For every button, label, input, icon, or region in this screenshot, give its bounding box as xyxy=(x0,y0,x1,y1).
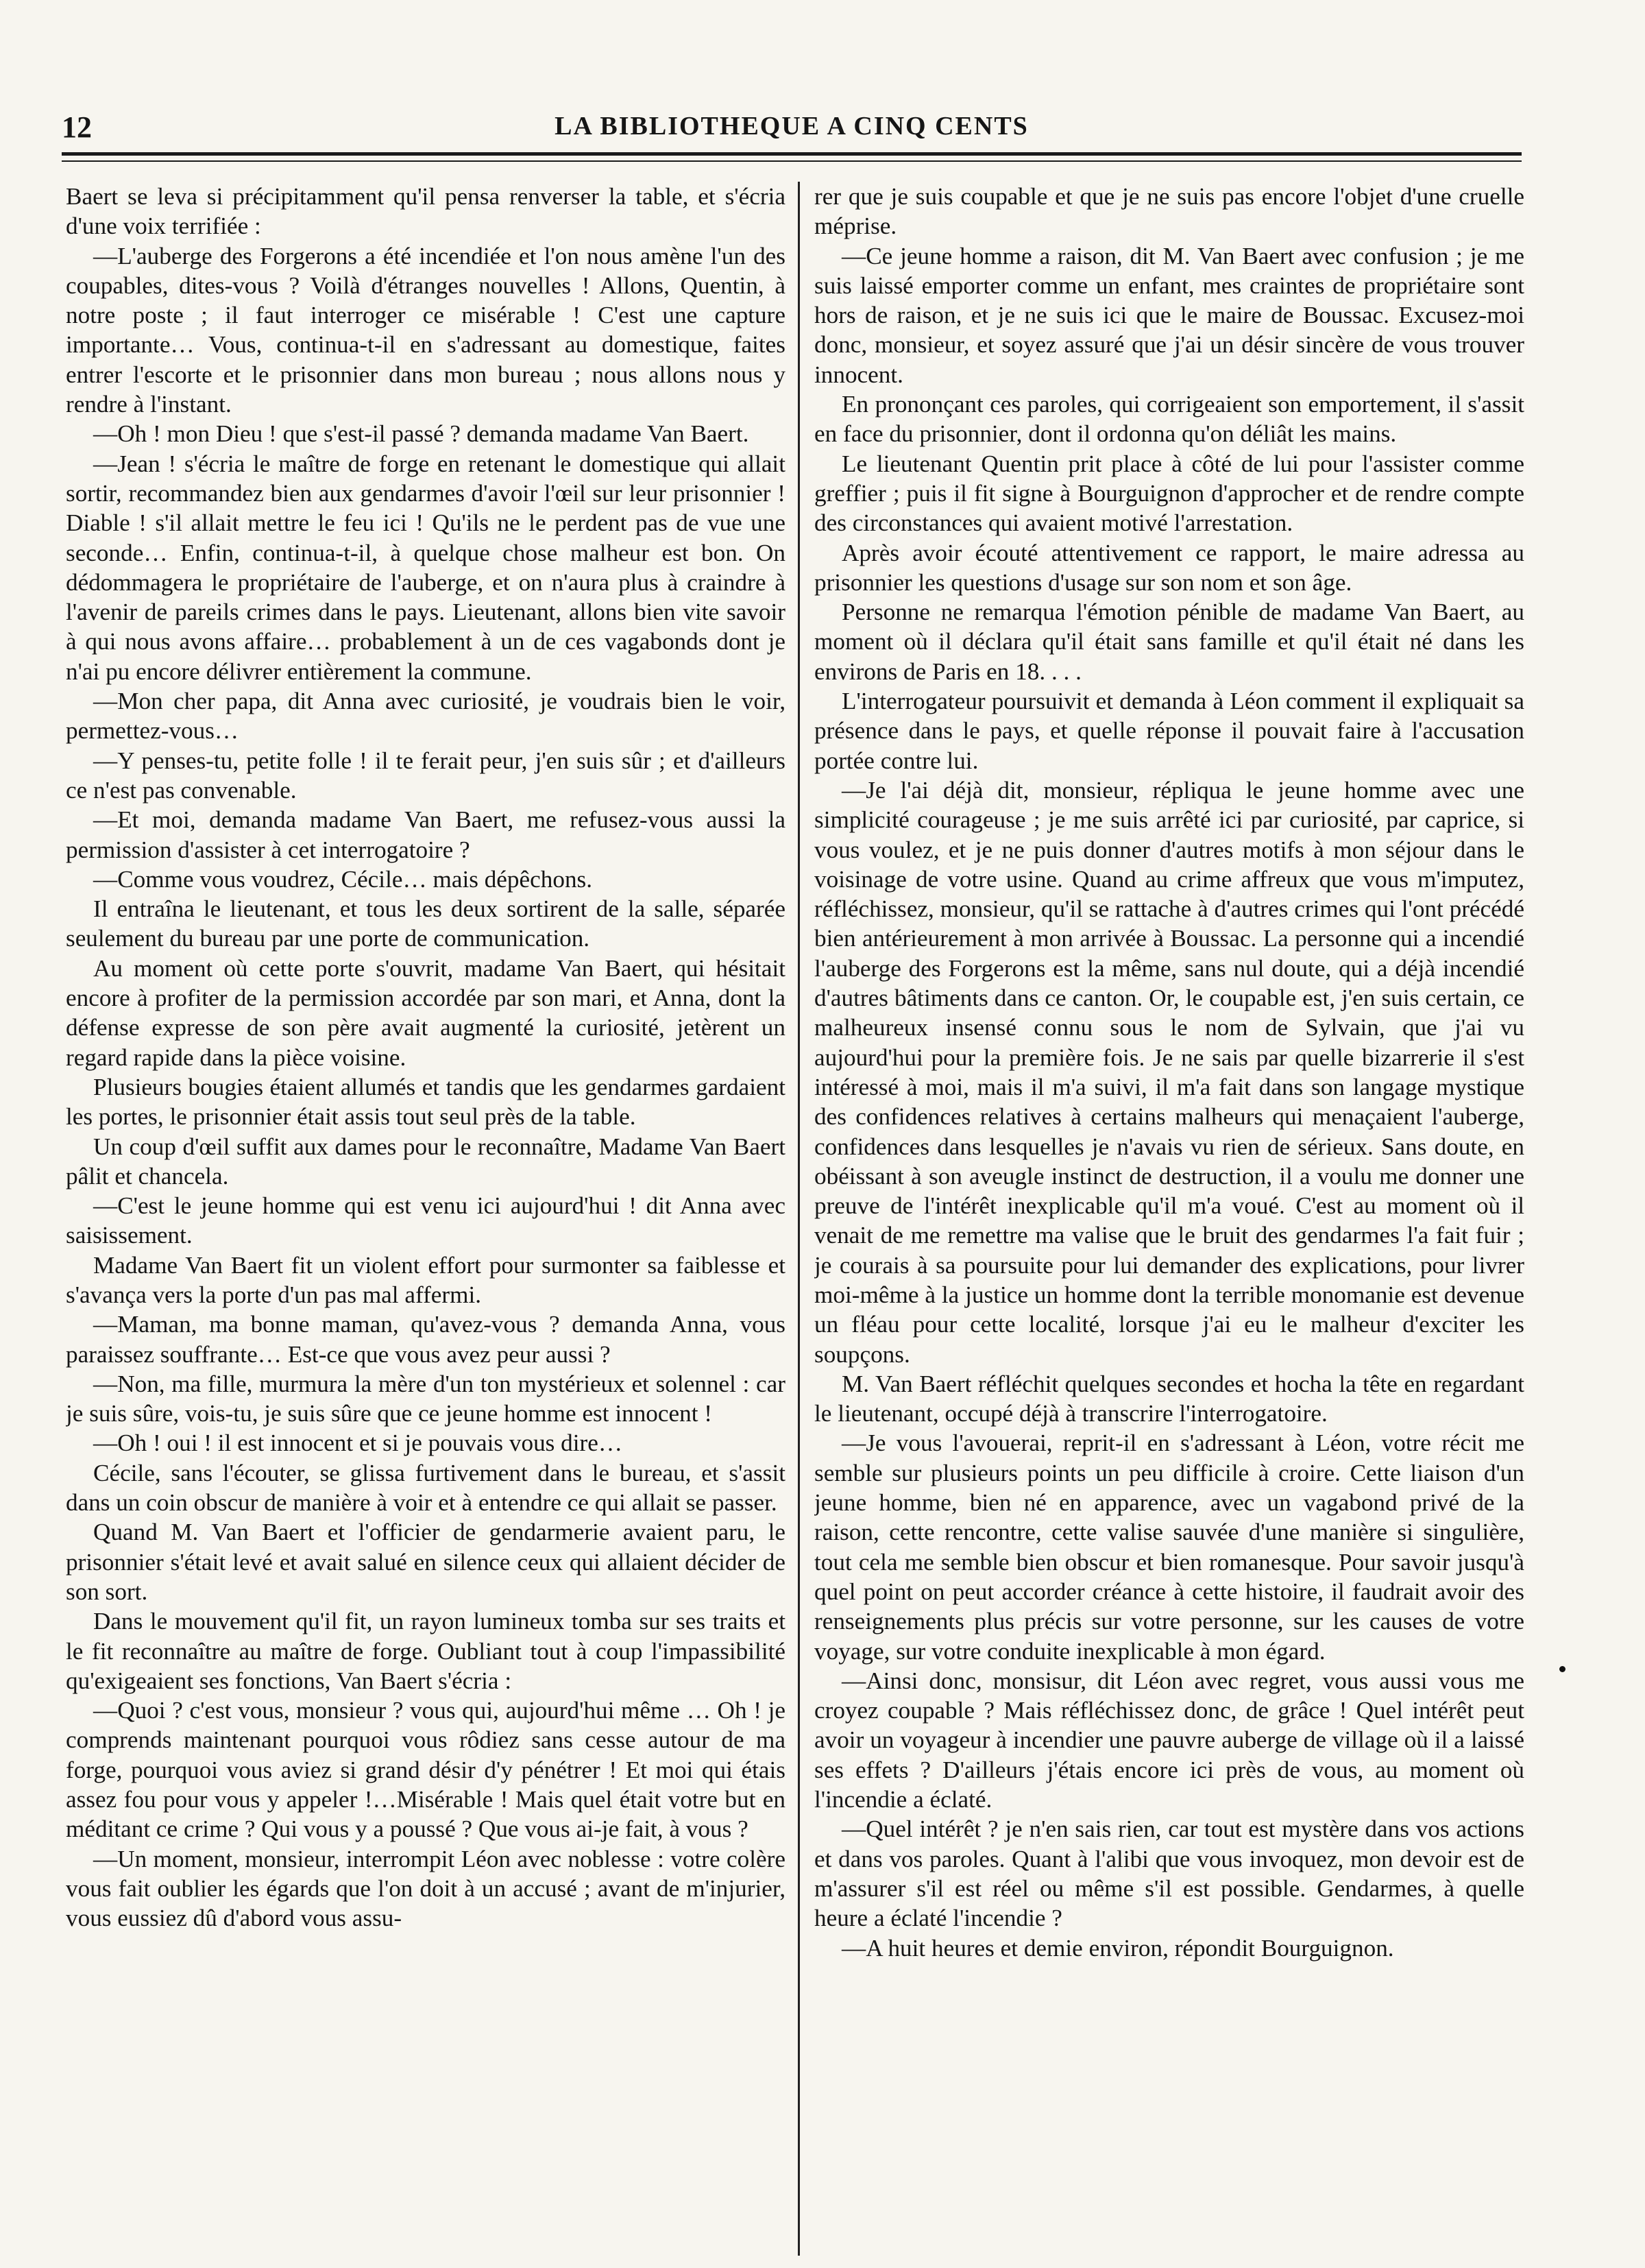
paragraph: Madame Van Baert fit un violent effort pour surmonter sa faiblesse et s'avança vers la porte d'un pas mal affermi. xyxy=(66,1251,785,1308)
paragraph: —Quel intérêt ? je n'en sais rien, car tout est mystère dans vos actions et dans vos paroles. Quant à l'alibi que vous invoquez, mon devoir est de m'assurer s'il est réel ou même s'il est possible. Gendarmes, à quelle heure a éclaté l'incendie ? xyxy=(814,1815,1524,1932)
paragraph: —Oh ! oui ! il est innocent et si je pouvais vous dire… xyxy=(93,1429,623,1457)
paragraph: —Quoi ? c'est vous, monsieur ? vous qui, aujourd'hui même … Oh ! je comprends maintenant pourquoi vous rôdiez sans cesse autour de ma forge, pourquoi vous aviez si grand désir d'y pénétrer ! Et moi qui étais assez fou pour vous y appeler !…Misérable ! Mais quel était votre but en méditant ce crime ? Qui vous y a poussé ? Que vous ai-je fait, à vous ? xyxy=(66,1697,785,1843)
paragraph: —Je l'ai déjà dit, monsieur, répliqua le jeune homme avec une simplicité courageuse ; je me suis arrêté ici par curiosité, par caprice, si vous voulez, et je ne puis donner d'autres motifs à mon séjour dans le voisinage de votre usine. Quand au crime affreux que vous m'imputez, réfléchissez, monsieur, qu'il se rattache à d'autres crimes qui l'ont précédé bien antérieurement à mon arrivée à Boussac. La personne qui a incendié l'auberge des Forgerons est la même, sans nul doute, qui a déjà incendié d'autres bâtiments dans ce canton. Or, le coupable est, j'en suis certain, ce malheureux insensé connu sous le nom de Sylvain, que j'ai vu aujourd'hui pour la première fois. Je ne sais par quelle bizarrerie il s'est intéressé à moi, mais il m'a suivi, il m'a fait dans son langage mystique des confidences relatives à certains malheurs qui menaçaient l'auberge, confidences dans lesquelles je n'avais vu rien de sérieux. Sans doute, en obéissant à son aveugle instinct de destruction, il a voulu me donner une preuve de l'intérêt inexplicable qu'il m'a voué. C'est au moment où il venait de me remettre ma valise que le bruit des gendarmes l'a fait fuir ; je courais à sa poursuite pour lui demander des explications, pour livrer moi-même à la justice un homme dont la terrible monomanie est devenue un fléau pour cette localité, lorsque j'ai eu le malheur d'exciter les soupçons. xyxy=(814,776,1524,1368)
column-divider xyxy=(798,182,800,2256)
paragraph: —Un moment, monsieur, interrompit Léon avec noblesse : votre colère vous fait oublier les égards que l'on doit à un accusé ; avant de m'injurier, vous eussiez dû d'abord vous assu- xyxy=(66,1845,785,1932)
paragraph: Personne ne remarqua l'émotion pénible de madame Van Baert, au moment où il déclara qu'il était sans famille et qu'il était né dans les environs de Paris en 18. . . . xyxy=(814,599,1524,685)
paragraph: Au moment où cette porte s'ouvrit, madame Van Baert, qui hésitait encore à profiter de la permission accordée par son mari, et Anna, dont la défense expresse de son père avait augmenté la curiosité, jetèrent un regard rapide dans la pièce voisine. xyxy=(66,954,785,1071)
paragraph: Un coup d'œil suffit aux dames pour le reconnaître, Madame Van Baert pâlit et chancela. xyxy=(66,1133,785,1190)
paragraph: —Je vous l'avouerai, reprit-il en s'adressant à Léon, votre récit me semble sur plusieurs points un peu difficile à croire. Cette liaison d'un jeune homme, bien né en apparence, avec un vagabond privé de la raison, cette rencontre, cette valise sauvée d'une manière si singulière, tout cela me semble bien obscur et bien romanesque. Pour savoir jusqu'à quel point on peut accorder créance à cette histoire, il faudrait avoir des renseignements plus précis sur votre personne, sur les causes de votre voyage, sur votre conduite inexplicable à mon égard. xyxy=(814,1429,1524,1665)
paragraph: —Jean ! s'écria le maître de forge en retenant le domestique qui allait sortir, recommandez bien aux gendarmes d'avoir l'œil sur leur prisonnier ! Diable ! s'il allait mettre le feu ici ! Qu'ils ne le perdent pas de vue une seconde… Enfin, continua-t-il, à quelque chose malheur est bon. On dédommagera le propriétaire de l'auberge, et on n'aura plus à craindre à l'avenir de pareils crimes dans le pays. Lieutenant, allons bien vite savoir à qui nous avons affaire… probablement à un de ces vagabonds dont je n'ai pu encore délivrer entièrement la commune. xyxy=(66,450,785,685)
running-title: LA BIBLIOTHEQUE A CINQ CENTS xyxy=(555,112,1029,141)
paragraph: —A huit heures et demie environ, répondit Bourguignon. xyxy=(842,1934,1394,1962)
paragraph: —C'est le jeune homme qui est venu ici aujourd'hui ! dit Anna avec saisissement. xyxy=(66,1192,785,1249)
paragraph: —Comme vous voudrez, Cécile… mais dépêchons. xyxy=(93,865,593,893)
paragraph: —Et moi, demanda madame Van Baert, me refusez-vous aussi la permission d'assister à cet interrogatoire ? xyxy=(66,806,785,863)
paragraph: L'interrogateur poursuivit et demanda à Léon comment il expliquait sa présence dans le pays, et quelle réponse il pouvait faire à l'accusation portée contre lui. xyxy=(814,688,1524,774)
paragraph: —Non, ma fille, murmura la mère d'un ton mystérieux et solennel : car je suis sûre, vois-tu, je suis sûre que ce jeune homme est innocent ! xyxy=(66,1370,785,1427)
paragraph: Baert se leva si précipitamment qu'il pensa renverser la table, et s'écria d'une voix terrifiée : xyxy=(66,183,785,240)
paragraph: —Maman, ma bonne maman, qu'avez-vous ? demanda Anna, vous paraissez souffrante… Est-ce que vous avez peur aussi ? xyxy=(66,1311,785,1368)
paragraph: —Ainsi donc, monsisur, dit Léon avec regret, vous aussi vous me croyez coupable ? Mais réfléchissez donc, de grâce ! Quel intérêt peut avoir un voyageur à incendier une pauvre auberge de village où il a laissé ses effets ? D'ailleurs j'étais encore ici près de vous, au moment où l'incendie a éclaté. xyxy=(814,1667,1524,1813)
paragraph: —Oh ! mon Dieu ! que s'est-il passé ? demanda madame Van Baert. xyxy=(93,420,749,448)
page-header xyxy=(62,110,1522,151)
paragraph: Le lieutenant Quentin prit place à côté de lui pour l'assister comme greffier ; puis il fit signe à Bourguignon d'approcher et de rendre compte des circonstances qui avaient motivé l'arrestation. xyxy=(814,450,1524,537)
header-rule-thick xyxy=(62,152,1522,156)
paragraph: En prononçant ces paroles, qui corrigeaient son emportement, il s'assit en face du prisonnier, dont il ordonna qu'on déliât les mains. xyxy=(814,391,1524,448)
left-column xyxy=(66,182,785,2232)
paragraph: Dans le mouvement qu'il fit, un rayon lumineux tomba sur ses traits et le fit reconnaître au maître de forge. Oubliant tout à coup l'impassibilité qu'exigeaient ses fonctions, Van Baert s'écria : xyxy=(66,1608,785,1694)
ink-speck xyxy=(1559,1666,1565,1672)
page-number: 12 xyxy=(62,110,92,144)
paragraph: Après avoir écouté attentivement ce rapport, le maire adressa au prisonnier les questions d'usage sur son nom et son âge. xyxy=(814,539,1524,596)
paragraph: —Ce jeune homme a raison, dit M. Van Baert avec confusion ; je me suis laissé emporter comme un enfant, mes craintes de propriétaire sont hors de raison, et je ne suis ici que le maire de Boussac. Excusez-moi donc, monsieur, et soyez assuré que j'ai un désir sincère de vous trouver innocent. xyxy=(814,242,1524,388)
paragraph: —L'auberge des Forgerons a été incendiée et l'on nous amène l'un des coupables, dites-vous ? Voilà d'étranges nouvelles ! Allons, Quentin, à notre poste ; il faut interroger ce misérable ! C'est une capture importante… Vous, continua-t-il en s'adressant au domestique, faites entrer l'escorte et le prisonnier dans mon bureau ; nous allons nous y rendre à l'instant. xyxy=(66,242,785,418)
paragraph: Il entraîna le lieutenant, et tous les deux sortirent de la salle, séparée seulement du bureau par une porte de communication. xyxy=(66,895,785,952)
header-rule-thin xyxy=(62,160,1522,162)
paragraph: Quand M. Van Baert et l'officier de gendarmerie avaient paru, le prisonnier s'était levé et avait salué en silence ceux qui allaient décider de son sort. xyxy=(66,1519,785,1605)
paragraph: —Y penses-tu, petite folle ! il te ferait peur, j'en suis sûr ; et d'ailleurs ce n'est pas convenable. xyxy=(66,747,785,804)
paragraph: Cécile, sans l'écouter, se glissa furtivement dans le bureau, et s'assit dans un coin obscur de manière à voir et à entendre ce qui allait se passer. xyxy=(66,1459,785,1517)
paragraph: —Mon cher papa, dit Anna avec curiosité, je voudrais bien le voir, permettez-vous… xyxy=(66,688,785,745)
right-column xyxy=(814,182,1524,2232)
paragraph: M. Van Baert réfléchit quelques secondes et hocha la tête en regardant le lieutenant, occupé déjà à transcrire l'interrogatoire. xyxy=(814,1370,1524,1427)
paragraph: Plusieurs bougies étaient allumés et tandis que les gendarmes gardaient les portes, le prisonnier était assis tout seul près de la table. xyxy=(66,1073,785,1131)
paragraph: rer que je suis coupable et que je ne suis pas encore l'objet d'une cruelle méprise. xyxy=(814,183,1524,240)
